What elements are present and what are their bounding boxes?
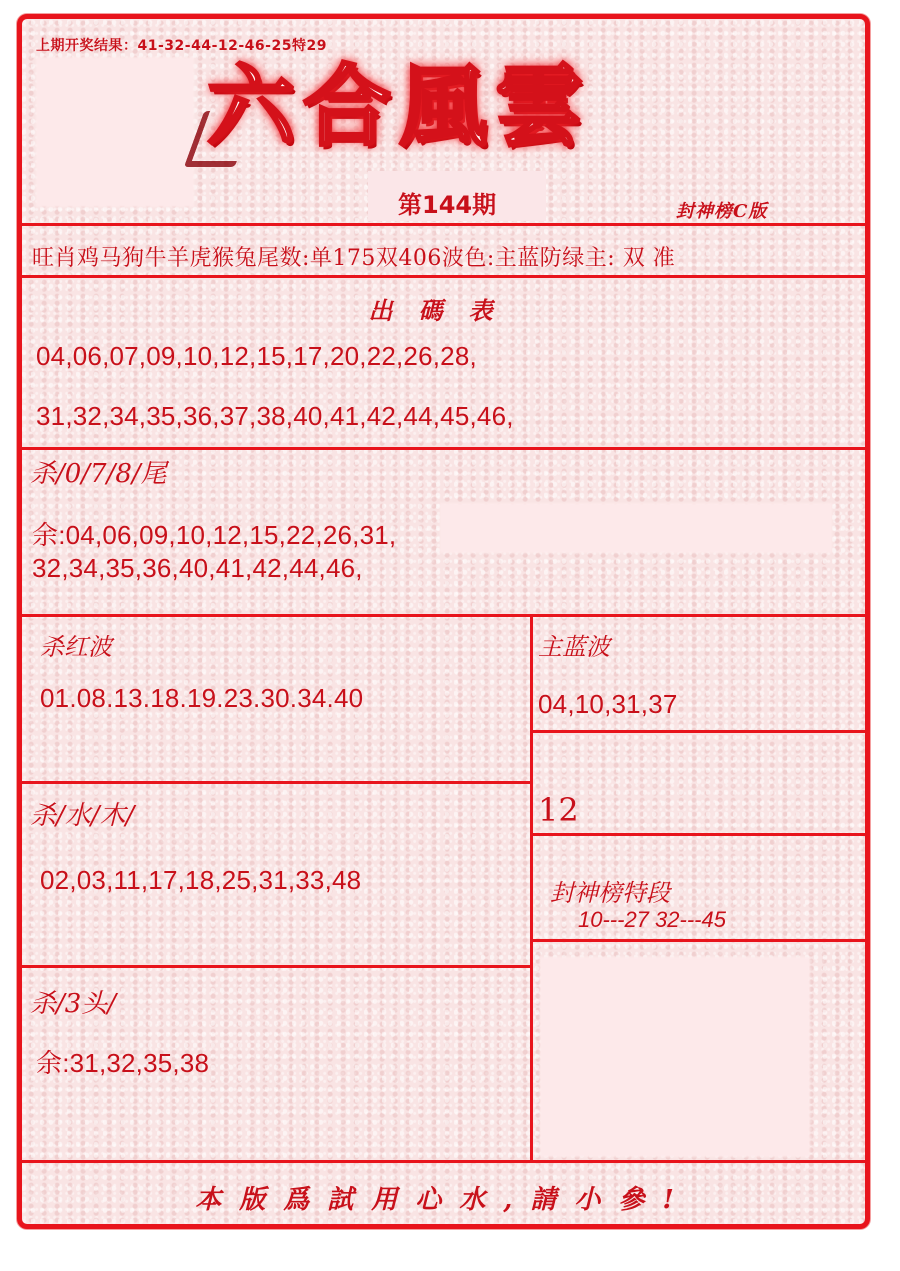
kill-element-heading: 杀/水/木/ [30, 801, 135, 831]
divider [22, 275, 865, 278]
main-blue-numbers: 04,10,31,37 [538, 689, 678, 719]
special-segment-heading: 封神榜特段 [550, 879, 670, 907]
edition-label: 封神榜C版 [676, 201, 768, 222]
divider [22, 965, 530, 968]
kill-red-heading: 杀红波 [40, 633, 112, 661]
divider [22, 447, 865, 450]
footer-note: 本版爲試用心水,請小參! [195, 1185, 692, 1215]
kill-red-numbers: 01.08.13.18.19.23.30.34.40 [40, 683, 364, 713]
kill-tail-row: 32,34,35,36,40,41,42,44,46, [32, 553, 363, 583]
last-draw-result: 上期开奖结果：41-32-44-12-46-25特29 [36, 38, 327, 54]
summary-line: 旺肖鸡马狗牛羊虎猴兔尾数:单175双406波色:主蓝防绿主: 双 准 [32, 246, 676, 271]
blurred-image-area [540, 957, 810, 1157]
kill-tail-row: 余:04,06,09,10,12,15,22,26,31, [32, 520, 397, 550]
divider [22, 1160, 865, 1163]
divider [22, 614, 865, 617]
number-chart-title: 出碼表 [368, 296, 519, 325]
kill-head-numbers: 余:31,32,35,38 [36, 1048, 210, 1078]
kill-element-numbers: 02,03,11,17,18,25,31,33,48 [40, 865, 362, 895]
lottery-sheet [17, 14, 870, 1229]
main-blue-heading: 主蓝波 [538, 633, 610, 661]
divider [22, 223, 865, 226]
blurred-text-area [440, 503, 832, 553]
column-divider [530, 614, 533, 1162]
number-chart-row: 31,32,34,35,36,37,38,40,41,42,44,45,46, [36, 401, 514, 431]
blurred-image-area [36, 57, 194, 207]
page-title: 六合風雲 [207, 54, 592, 158]
special-segment-range: 10---27 32---45 [578, 907, 726, 932]
divider [533, 833, 865, 836]
divider [533, 939, 865, 942]
kill-head-heading: 杀/3头/ [30, 989, 117, 1019]
issue-number: 第144期 [398, 191, 497, 219]
number-chart-row: 04,06,07,09,10,12,15,17,20,22,26,28, [36, 341, 477, 371]
kill-tail-heading: 杀/0/7/8/尾 [30, 459, 167, 489]
divider [533, 730, 865, 733]
divider [22, 781, 530, 784]
single-number: 12 [538, 791, 579, 829]
